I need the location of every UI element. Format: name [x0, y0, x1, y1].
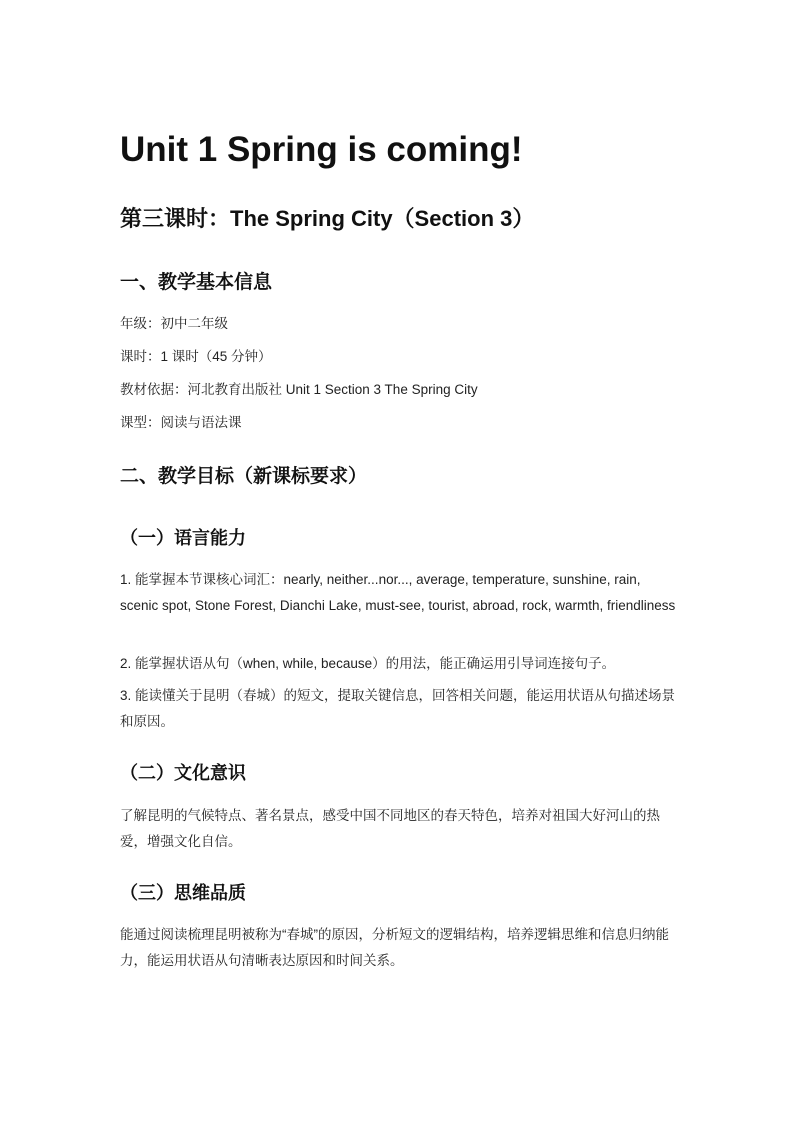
grade-line: 年级：初中二年级: [120, 316, 228, 331]
document-title: Unit 1 Spring is coming!: [120, 130, 523, 169]
period-line: 课时：1 课时（45 分钟）: [120, 349, 272, 364]
section-objectives-heading: 二、教学目标（新课标要求）: [120, 466, 368, 487]
textbook-line: 教材依据：河北教育出版社 Unit 1 Section 3 The Spring City: [120, 382, 478, 397]
thinking-quality-text: 能通过阅读梳理昆明被称为“春城”的原因，分析短文的逻辑结构，培养逻辑思维和信息归纳能力，能运用状语从句清晰表达原因和时间关系。: [120, 927, 669, 968]
language-ability-heading: （一）语言能力: [120, 528, 246, 548]
lesson-type-line: 课型：阅读与语法课: [120, 415, 242, 430]
language-item-3: 3. 能读懂关于昆明（春城）的短文，提取关键信息，回答相关问题，能运用状语从句描述场景和原因。: [120, 688, 676, 729]
section-basic-info-heading: 一、教学基本信息: [120, 272, 273, 293]
lesson-title: 第三课时：The Spring City（Section 3）: [120, 206, 535, 231]
thinking-quality-heading: （三）思维品质: [120, 883, 246, 903]
culture-awareness-heading: （二）文化意识: [120, 763, 246, 783]
language-item-1: 1. 能掌握本节课核心词汇：nearly, neither...nor..., average, temperature, sunshine, rain, scenic spot, Stone Forest, Dianchi Lake, must-see, tourist, abroad, rock, warmth, friendliness: [120, 572, 676, 613]
culture-awareness-text: 了解昆明的气候特点、著名景点，感受中国不同地区的春天特色，培养对祖国大好河山的热爱，增强文化自信。: [120, 808, 660, 849]
language-item-2: 2. 能掌握状语从句（when, while, because）的用法，能正确运用引导词连接句子。: [120, 656, 616, 671]
